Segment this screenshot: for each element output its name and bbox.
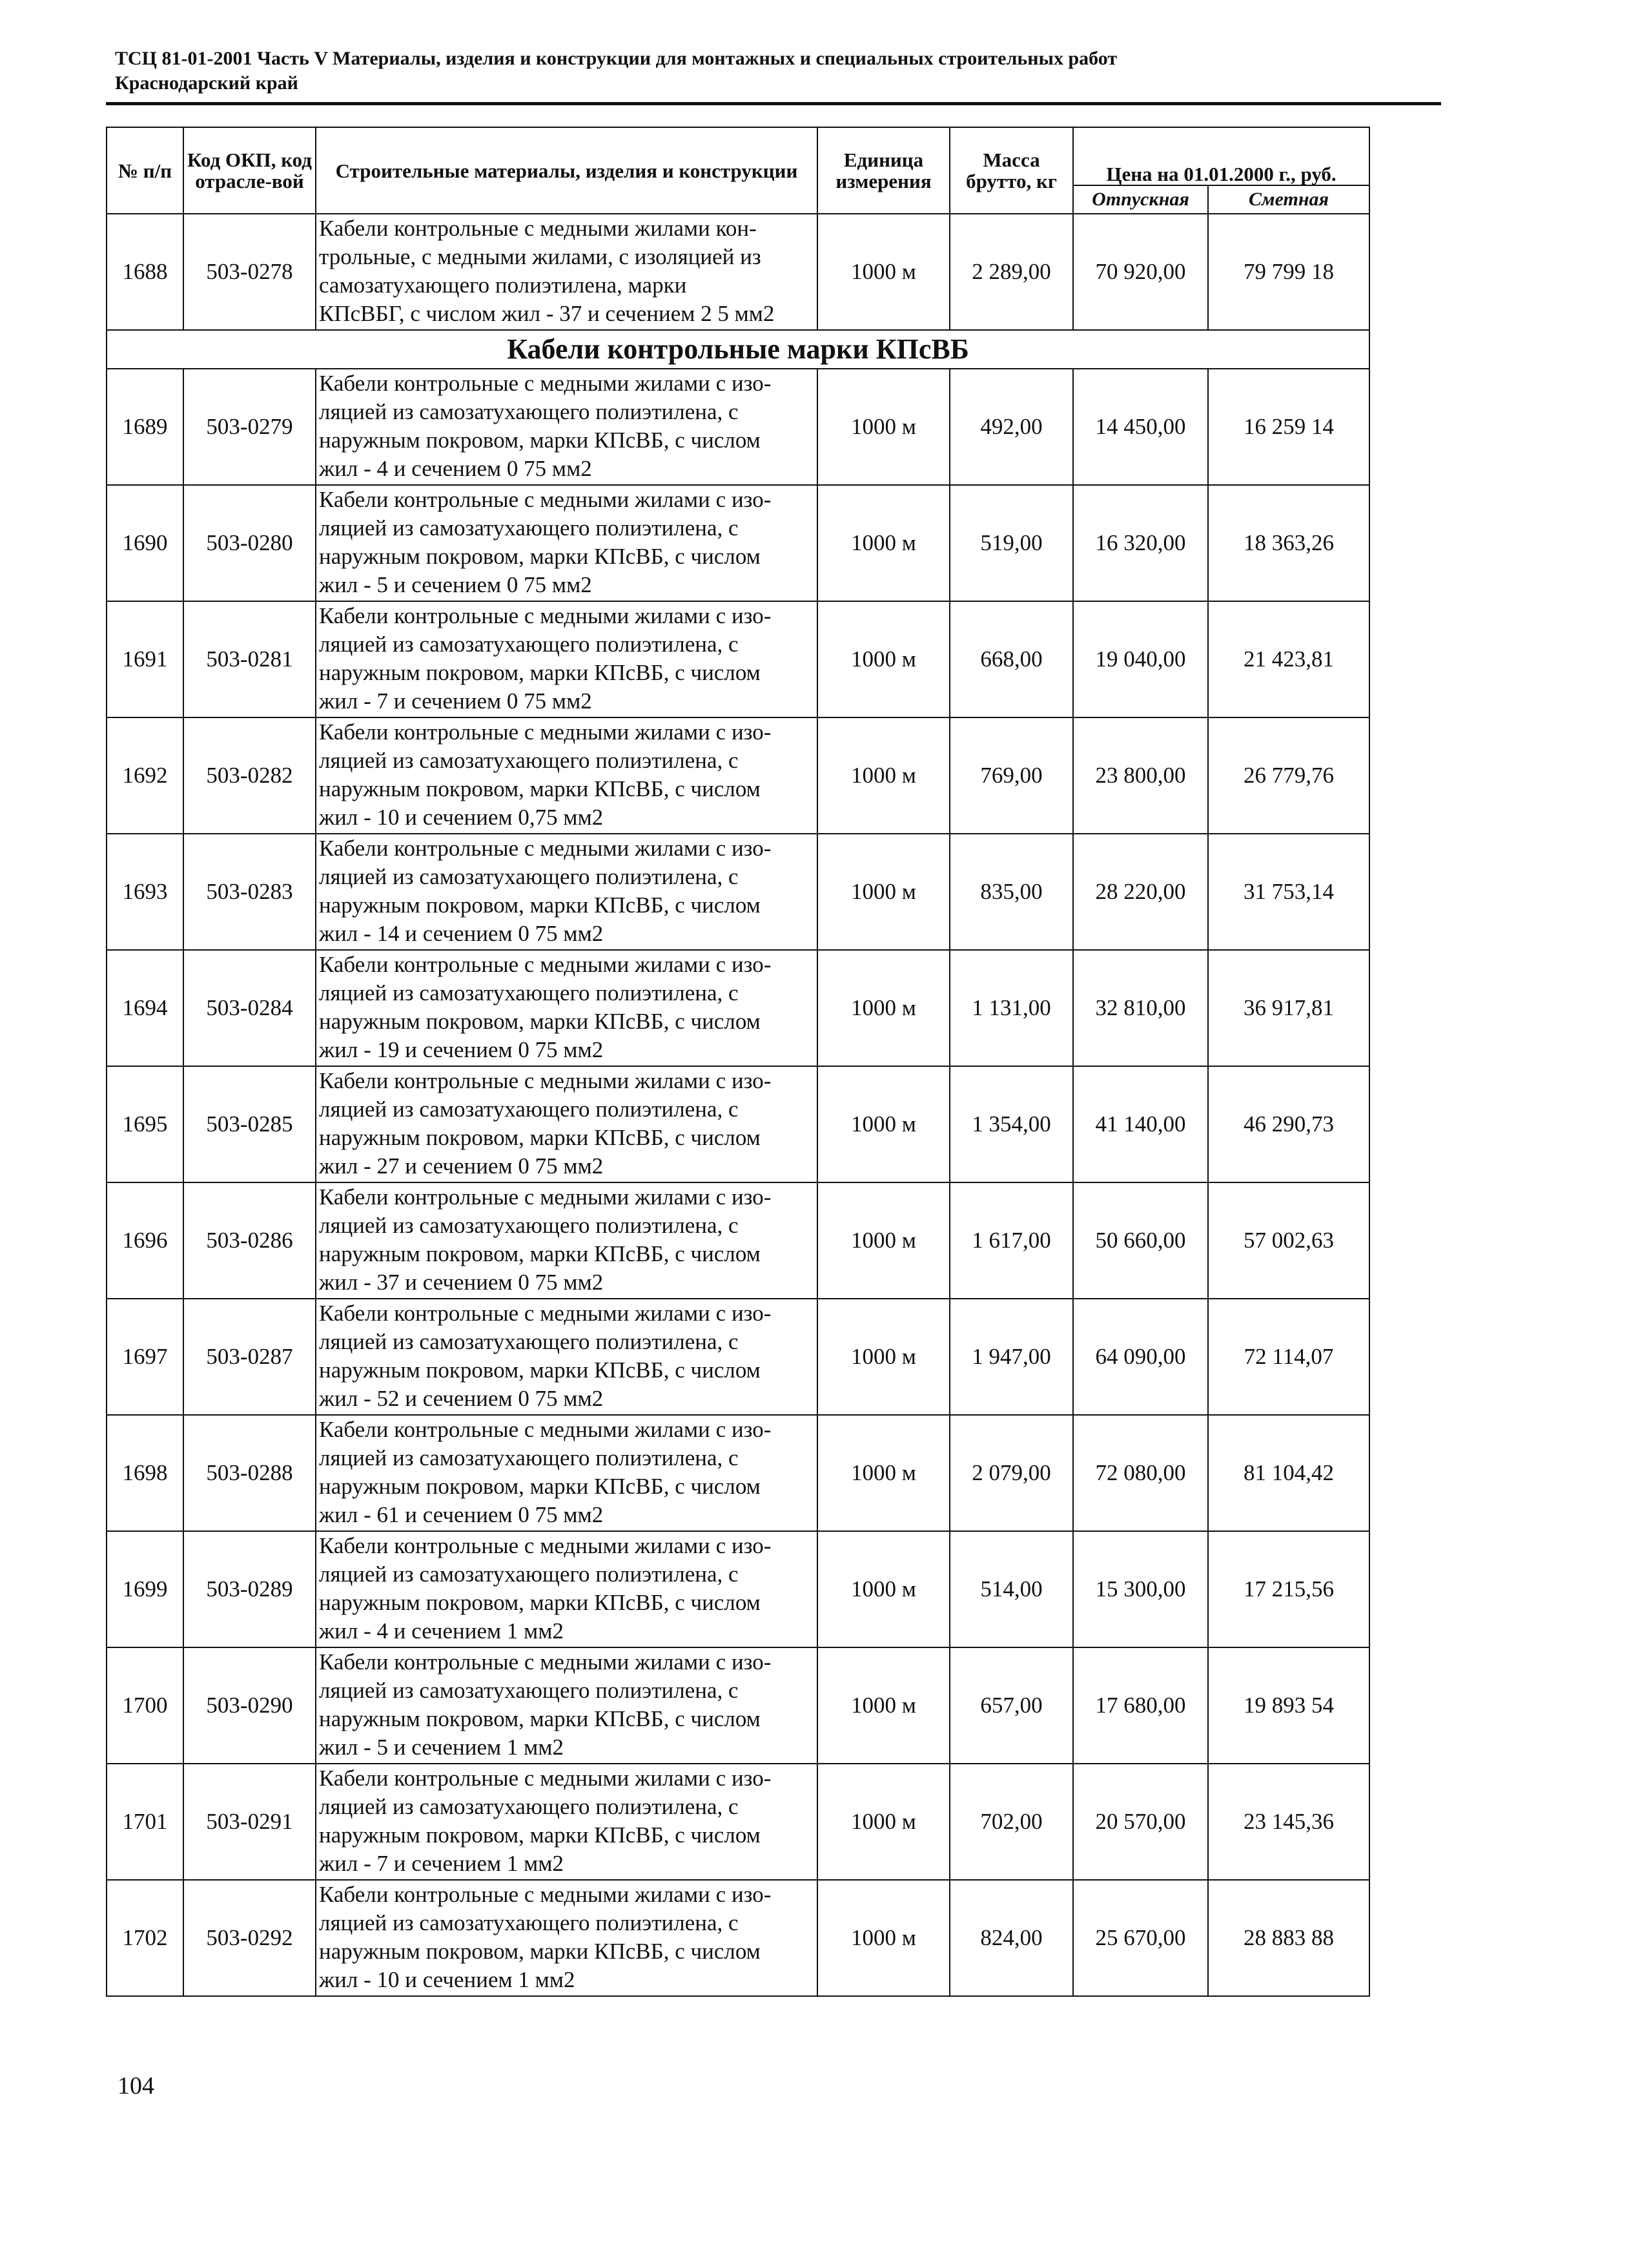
table-row bbox=[107, 834, 1369, 950]
description-line: Кабели контрольные с медными жилами с изо- bbox=[319, 719, 772, 745]
row-unit: 1000 м bbox=[817, 485, 950, 601]
header-rule bbox=[106, 102, 1441, 105]
description-line: ляцией из самозатухающего полиэтилена, с bbox=[319, 1562, 739, 1587]
row-number: 1694 bbox=[107, 950, 183, 1066]
row-release-price: 64 090,00 bbox=[1073, 1299, 1208, 1415]
row-number: 1689 bbox=[107, 369, 183, 485]
row-number: 1698 bbox=[107, 1415, 183, 1531]
row-mass: 1 617,00 bbox=[950, 1182, 1073, 1299]
row-code: 503-0287 bbox=[183, 1299, 316, 1415]
row-estimate-price: 72 114,07 bbox=[1208, 1299, 1369, 1415]
description-line: жил - 19 и сечением 0 75 мм2 bbox=[319, 1037, 604, 1062]
row-estimate-price: 28 883 88 bbox=[1208, 1880, 1369, 1996]
row-mass: 824,00 bbox=[950, 1880, 1073, 1996]
row-unit: 1000 м bbox=[817, 1764, 950, 1880]
row-release-price: 70 920,00 bbox=[1073, 214, 1208, 330]
row-mass: 519,00 bbox=[950, 485, 1073, 601]
row-release-price: 19 040,00 bbox=[1073, 601, 1208, 717]
row-mass: 514,00 bbox=[950, 1531, 1073, 1647]
row-mass: 492,00 bbox=[950, 369, 1073, 485]
row-code: 503-0285 bbox=[183, 1066, 316, 1182]
table-row bbox=[107, 1880, 1369, 1996]
description-line: наружным покровом, марки КПсВБ, с числом bbox=[319, 1125, 761, 1150]
description-line: Кабели контрольные с медными жилами с изо- bbox=[319, 371, 772, 396]
row-estimate-price: 19 893 54 bbox=[1208, 1647, 1369, 1764]
table-row bbox=[107, 1531, 1369, 1647]
description-line: наружным покровом, марки КПсВБ, с числом bbox=[319, 660, 761, 685]
description-line: жил - 14 и сечением 0 75 мм2 bbox=[319, 921, 604, 946]
row-estimate-price: 57 002,63 bbox=[1208, 1182, 1369, 1299]
table-row bbox=[107, 950, 1369, 1066]
row-unit: 1000 м bbox=[817, 1531, 950, 1647]
row-release-price: 16 320,00 bbox=[1073, 485, 1208, 601]
row-description bbox=[316, 1415, 817, 1531]
row-description bbox=[316, 1764, 817, 1880]
col-header-estimate-price: Сметная bbox=[1208, 185, 1369, 214]
row-estimate-price: 23 145,36 bbox=[1208, 1764, 1369, 1880]
description-line: наружным покровом, марки КПсВБ, с числом bbox=[319, 1357, 761, 1383]
price-table bbox=[106, 127, 1370, 1997]
row-estimate-price: 17 215,56 bbox=[1208, 1531, 1369, 1647]
description-line: наружным покровом, марки КПсВБ, с числом bbox=[319, 1009, 761, 1034]
row-description bbox=[316, 1880, 817, 1996]
col-header-release-price: Отпускная bbox=[1073, 185, 1208, 214]
row-code: 503-0281 bbox=[183, 601, 316, 717]
description-line: ляцией из самозатухающего полиэтилена, с bbox=[319, 1794, 739, 1819]
row-description bbox=[316, 1531, 817, 1647]
description-line: ляцией из самозатухающего полиэтилена, с bbox=[319, 1445, 739, 1470]
section-row bbox=[107, 330, 1369, 369]
row-release-price: 25 670,00 bbox=[1073, 1880, 1208, 1996]
row-mass: 769,00 bbox=[950, 717, 1073, 834]
description-line: Кабели контрольные с медными жилами с изо- bbox=[319, 1649, 772, 1675]
row-release-price: 72 080,00 bbox=[1073, 1415, 1208, 1531]
description-line: ляцией из самозатухающего полиэтилена, с bbox=[319, 1910, 739, 1935]
description-line: Кабели контрольные с медными жилами с изо- bbox=[319, 952, 772, 977]
row-release-price: 14 450,00 bbox=[1073, 369, 1208, 485]
description-line: наружным покровом, марки КПсВБ, с числом bbox=[319, 776, 761, 801]
description-line: Кабели контрольные с медными жилами с изо- bbox=[319, 1533, 772, 1558]
description-line: жил - 7 и сечением 0 75 мм2 bbox=[319, 688, 592, 714]
row-description bbox=[316, 1647, 817, 1764]
description-line: ляцией из самозатухающего полиэтилена, с bbox=[319, 1329, 739, 1354]
table-row bbox=[107, 601, 1369, 717]
description-line: жил - 61 и сечением 0 75 мм2 bbox=[319, 1502, 604, 1527]
table-row bbox=[107, 485, 1369, 601]
row-unit: 1000 м bbox=[817, 1299, 950, 1415]
description-line: жил - 7 и сечением 1 мм2 bbox=[319, 1851, 564, 1876]
description-line: ляцией из самозатухающего полиэтилена, с bbox=[319, 864, 739, 889]
description-line: жил - 27 и сечением 0 75 мм2 bbox=[319, 1153, 604, 1179]
row-description bbox=[316, 214, 817, 330]
description-line: наружным покровом, марки КПсВБ, с числом bbox=[319, 1241, 761, 1266]
description-line: жил - 10 и сечением 1 мм2 bbox=[319, 1967, 575, 1992]
row-code: 503-0291 bbox=[183, 1764, 316, 1880]
header-region: Краснодарский край bbox=[115, 72, 298, 94]
table-row bbox=[107, 1764, 1369, 1880]
description-line: наружным покровом, марки КПсВБ, с числом bbox=[319, 892, 761, 918]
col-header-num: № п/п bbox=[107, 127, 183, 214]
description-line: ляцией из самозатухающего полиэтилена, с bbox=[319, 515, 739, 541]
description-line: наружным покровом, марки КПсВБ, с числом bbox=[319, 1706, 761, 1731]
description-line: наружным покровом, марки КПсВБ, с числом bbox=[319, 428, 761, 453]
row-code: 503-0280 bbox=[183, 485, 316, 601]
row-number: 1700 bbox=[107, 1647, 183, 1764]
table-row bbox=[107, 1066, 1369, 1182]
description-line: Кабели контрольные с медными жилами с изо- bbox=[319, 1766, 772, 1791]
description-line: жил - 4 и сечением 0 75 мм2 bbox=[319, 456, 592, 481]
description-line: наружным покровом, марки КПсВБ, с числом bbox=[319, 1822, 761, 1848]
description-line: Кабели контрольные с медными жилами с изо- bbox=[319, 603, 772, 628]
row-code: 503-0284 bbox=[183, 950, 316, 1066]
row-code: 503-0290 bbox=[183, 1647, 316, 1764]
description-line: Кабели контрольные с медными жилами с изо- bbox=[319, 487, 772, 512]
row-unit: 1000 м bbox=[817, 1647, 950, 1764]
row-code: 503-0292 bbox=[183, 1880, 316, 1996]
table-row bbox=[107, 369, 1369, 485]
row-estimate-price: 26 779,76 bbox=[1208, 717, 1369, 834]
row-description bbox=[316, 1182, 817, 1299]
row-description bbox=[316, 950, 817, 1066]
col-header-mass: Масса брутто, кг bbox=[950, 127, 1073, 214]
row-unit: 1000 м bbox=[817, 214, 950, 330]
table-row bbox=[107, 1299, 1369, 1415]
description-line: ляцией из самозатухающего полиэтилена, с bbox=[319, 1678, 739, 1703]
description-line: наружным покровом, марки КПсВБ, с числом bbox=[319, 1590, 761, 1615]
row-description bbox=[316, 601, 817, 717]
col-header-name: Строительные материалы, изделия и конструкции bbox=[316, 127, 817, 214]
row-code: 503-0278 bbox=[183, 214, 316, 330]
table-row bbox=[107, 214, 1369, 330]
row-unit: 1000 м bbox=[817, 834, 950, 950]
row-release-price: 20 570,00 bbox=[1073, 1764, 1208, 1880]
description-line: жил - 5 и сечением 0 75 мм2 bbox=[319, 572, 592, 597]
row-number: 1695 bbox=[107, 1066, 183, 1182]
row-number: 1693 bbox=[107, 834, 183, 950]
table-row bbox=[107, 1415, 1369, 1531]
row-number: 1691 bbox=[107, 601, 183, 717]
row-estimate-price: 31 753,14 bbox=[1208, 834, 1369, 950]
row-mass: 1 947,00 bbox=[950, 1299, 1073, 1415]
row-code: 503-0288 bbox=[183, 1415, 316, 1531]
row-description bbox=[316, 1299, 817, 1415]
description-line: Кабели контрольные с медными жилами кон- bbox=[319, 216, 757, 241]
description-line: самозатухающего полиэтилена, марки bbox=[319, 273, 687, 298]
description-line: Кабели контрольные с медными жилами с изо- bbox=[319, 1882, 772, 1907]
row-mass: 657,00 bbox=[950, 1647, 1073, 1764]
description-line: ляцией из самозатухающего полиэтилена, с bbox=[319, 399, 739, 424]
row-unit: 1000 м bbox=[817, 601, 950, 717]
row-release-price: 23 800,00 bbox=[1073, 717, 1208, 834]
page-header bbox=[115, 46, 1406, 96]
description-line: ляцией из самозатухающего полиэтилена, с bbox=[319, 748, 739, 773]
row-estimate-price: 21 423,81 bbox=[1208, 601, 1369, 717]
description-line: ляцией из самозатухающего полиэтилена, с bbox=[319, 1213, 739, 1238]
row-number: 1701 bbox=[107, 1764, 183, 1880]
description-line: ляцией из самозатухающего полиэтилена, с bbox=[319, 632, 739, 657]
section-title: Кабели контрольные марки КПсВБ bbox=[107, 330, 1369, 369]
row-release-price: 41 140,00 bbox=[1073, 1066, 1208, 1182]
row-number: 1692 bbox=[107, 717, 183, 834]
row-release-price: 50 660,00 bbox=[1073, 1182, 1208, 1299]
row-description bbox=[316, 485, 817, 601]
row-code: 503-0282 bbox=[183, 717, 316, 834]
description-line: Кабели контрольные с медными жилами с изо- bbox=[319, 1068, 772, 1093]
header-title: ТСЦ 81-01-2001 Часть V Материалы, изделия и конструкции для монтажных и специальных строительных работ bbox=[115, 48, 1118, 69]
row-unit: 1000 м bbox=[817, 1066, 950, 1182]
row-estimate-price: 81 104,42 bbox=[1208, 1415, 1369, 1531]
row-description bbox=[316, 369, 817, 485]
col-header-code: Код ОКП, код отрасле-вой bbox=[183, 127, 316, 214]
row-mass: 835,00 bbox=[950, 834, 1073, 950]
row-mass: 2 079,00 bbox=[950, 1415, 1073, 1531]
row-mass: 1 354,00 bbox=[950, 1066, 1073, 1182]
row-estimate-price: 79 799 18 bbox=[1208, 214, 1369, 330]
description-line: жил - 52 и сечением 0 75 мм2 bbox=[319, 1386, 604, 1411]
row-unit: 1000 м bbox=[817, 1182, 950, 1299]
row-number: 1702 bbox=[107, 1880, 183, 1996]
row-mass: 1 131,00 bbox=[950, 950, 1073, 1066]
description-line: ляцией из самозатухающего полиэтилена, с bbox=[319, 1097, 739, 1122]
row-code: 503-0286 bbox=[183, 1182, 316, 1299]
col-header-unit: Единица измерения bbox=[817, 127, 950, 214]
row-description bbox=[316, 717, 817, 834]
row-mass: 2 289,00 bbox=[950, 214, 1073, 330]
row-estimate-price: 46 290,73 bbox=[1208, 1066, 1369, 1182]
row-unit: 1000 м bbox=[817, 369, 950, 485]
description-line: жил - 37 и сечением 0 75 мм2 bbox=[319, 1270, 604, 1295]
description-line: жил - 5 и сечением 1 мм2 bbox=[319, 1735, 564, 1760]
description-line: Кабели контрольные с медными жилами с изо- bbox=[319, 1417, 772, 1442]
row-unit: 1000 м bbox=[817, 1415, 950, 1531]
description-line: наружным покровом, марки КПсВБ, с числом bbox=[319, 544, 761, 569]
table-row bbox=[107, 717, 1369, 834]
row-number: 1688 bbox=[107, 214, 183, 330]
col-header-price: Цена на 01.01.2000 г., руб. bbox=[1073, 127, 1369, 185]
row-number: 1696 bbox=[107, 1182, 183, 1299]
description-line: жил - 4 и сечением 1 мм2 bbox=[319, 1618, 564, 1644]
row-number: 1699 bbox=[107, 1531, 183, 1647]
description-line: трольные, с медными жилами, с изоляцией из bbox=[319, 244, 761, 269]
row-mass: 702,00 bbox=[950, 1764, 1073, 1880]
row-code: 503-0283 bbox=[183, 834, 316, 950]
row-estimate-price: 18 363,26 bbox=[1208, 485, 1369, 601]
description-line: Кабели контрольные с медными жилами с изо- bbox=[319, 1184, 772, 1210]
row-release-price: 15 300,00 bbox=[1073, 1531, 1208, 1647]
table-row bbox=[107, 1182, 1369, 1299]
row-estimate-price: 36 917,81 bbox=[1208, 950, 1369, 1066]
description-line: наружным покровом, марки КПсВБ, с числом bbox=[319, 1474, 761, 1499]
description-line: наружным покровом, марки КПсВБ, с числом bbox=[319, 1939, 761, 1964]
row-release-price: 28 220,00 bbox=[1073, 834, 1208, 950]
description-line: ляцией из самозатухающего полиэтилена, с bbox=[319, 980, 739, 1005]
row-number: 1697 bbox=[107, 1299, 183, 1415]
description-line: КПсВБГ, с числом жил - 37 и сечением 2 5 мм2 bbox=[319, 301, 775, 326]
row-unit: 1000 м bbox=[817, 950, 950, 1066]
page-number: 104 bbox=[118, 2072, 154, 2099]
row-number: 1690 bbox=[107, 485, 183, 601]
table-row bbox=[107, 1647, 1369, 1764]
row-description bbox=[316, 834, 817, 950]
row-code: 503-0289 bbox=[183, 1531, 316, 1647]
row-release-price: 17 680,00 bbox=[1073, 1647, 1208, 1764]
row-unit: 1000 м bbox=[817, 717, 950, 834]
row-release-price: 32 810,00 bbox=[1073, 950, 1208, 1066]
row-unit: 1000 м bbox=[817, 1880, 950, 1996]
description-line: жил - 10 и сечением 0,75 мм2 bbox=[319, 805, 604, 830]
row-description bbox=[316, 1066, 817, 1182]
row-mass: 668,00 bbox=[950, 601, 1073, 717]
description-line: Кабели контрольные с медными жилами с изо- bbox=[319, 1301, 772, 1326]
row-estimate-price: 16 259 14 bbox=[1208, 369, 1369, 485]
description-line: Кабели контрольные с медными жилами с изо- bbox=[319, 836, 772, 861]
row-code: 503-0279 bbox=[183, 369, 316, 485]
